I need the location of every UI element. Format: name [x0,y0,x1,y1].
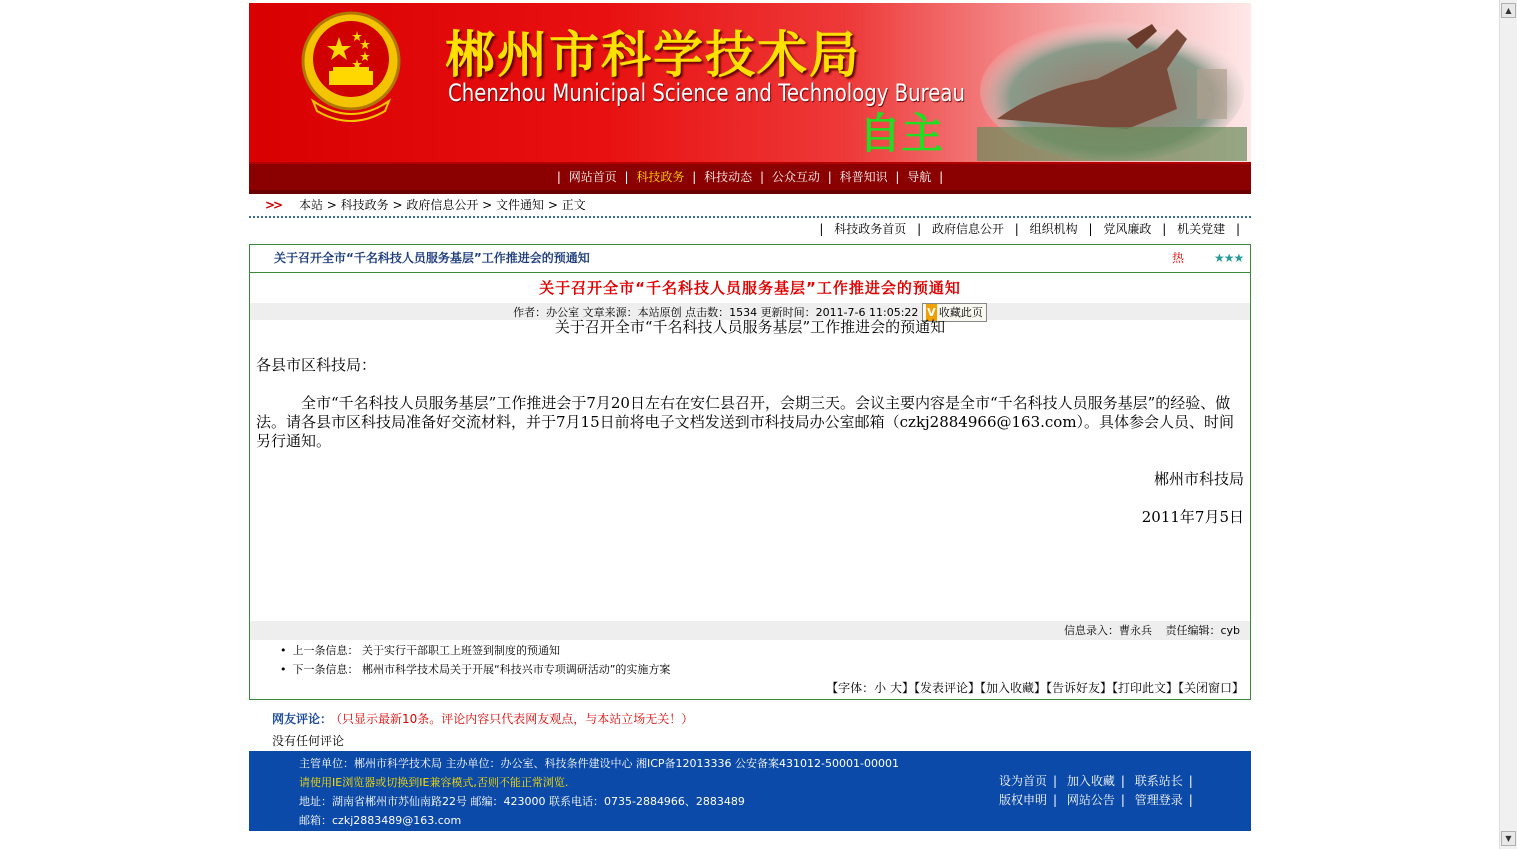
footer-separator: | [1188,793,1193,807]
footer-info [299,754,899,830]
subnav-separator: | [1014,222,1019,236]
subnav-separator: | [917,222,922,236]
footer-link-contact[interactable]: 联系站长 [1134,774,1183,788]
footer [249,751,1251,831]
breadcrumb-current: 正文 [561,198,586,212]
nav-separator: | [939,170,944,184]
breadcrumb: >> 本站 > 科技政务 > 政府信息公开 > 文件通知 > 正文 [249,194,1251,218]
footer-separator: | [1120,793,1125,807]
nav-item-gov-affairs[interactable]: 科技政务 [636,170,685,184]
nav-separator: | [624,170,629,184]
hot-badge: 热 [1172,251,1185,265]
nav-item-navigation[interactable]: 导航 [907,170,932,184]
article-title: 关于召开全市“千名科技人员服务基层”工作推进会的预通知 [539,279,961,297]
breadcrumb-item[interactable]: 文件通知 [496,198,545,212]
nav-separator: | [556,170,561,184]
subnav-item[interactable]: 党风廉政 [1103,222,1152,236]
comments-label: 网友评论： [272,712,333,726]
scroll-up-icon[interactable]: ▲ [1501,3,1516,18]
subnav-item[interactable]: 政府信息公开 [931,222,1004,236]
article-meta-text: 作者：办公室 文章来源：本站原创 点击数：1534 更新时间：2011-7-6 11:05:22 [513,306,919,319]
article-body: 全市“千名科技人员服务基层”工作推进会于7月20日左右在安仁县召开，会期三天。会议主要内容是全市“千名科技人员服务基层”的经验、做法。请各县市区科技局准备好交流材料，并于7月15日前将电子文档发送到市科技局办公室邮箱（czkj2884966@163.com）。具体参会人员、时间另行通知。 [256,394,1235,450]
entry-by: 信息录入：曹永兵 [1063,624,1152,637]
comments-section [272,708,1251,752]
subnav-item[interactable]: 组织机构 [1029,222,1078,236]
nav-item-science[interactable]: 科普知识 [839,170,888,184]
footer-link-add-favorite[interactable]: 加入收藏 [1066,774,1115,788]
footer-link-set-home[interactable]: 设为首页 [999,774,1048,788]
article-box-title: 关于召开全市“千名科技人员服务基层”工作推进会的预通知 [274,251,590,265]
footer-link-admin-login[interactable]: 管理登录 [1134,793,1183,807]
prev-article-link[interactable]: • 上一条信息： 关于实行干部职工上班签到制度的预通知 [280,641,670,660]
breadcrumb-item[interactable]: 本站 [298,198,323,212]
footer-address: 地址：湖南省郴州市苏仙南路22号 邮编：423000 联系电话：0735-2884966、2883489 [299,795,745,808]
nav-item-news[interactable]: 科技动态 [704,170,753,184]
footer-separator: | [1188,774,1193,788]
bookmark-label: 收藏此页 [938,306,983,319]
article-tools[interactable]: 【字体：小 大】【发表评论】【加入收藏】【告诉好友】【打印此文】【关闭窗口】 [826,681,1244,695]
breadcrumb-item[interactable]: 科技政务 [340,198,389,212]
footer-email: 邮箱：czkj2883489@163.com [299,814,462,827]
double-chevron-icon: >> [265,198,282,212]
footer-browser-warning: 请使用IE浏览器或切换到IE兼容模式,否则不能正常浏览. [299,776,569,789]
article-box-header [250,245,1250,273]
sub-nav [249,218,1251,240]
nav-item-home[interactable]: 网站首页 [568,170,617,184]
scroll-down-icon[interactable]: ▼ [1501,831,1516,846]
footer-separator: | [1053,793,1058,807]
main-nav [249,162,1251,194]
subnav-item[interactable]: 机关党建 [1177,222,1226,236]
content-title: 关于召开全市“千名科技人员服务基层”工作推进会的预通知 [554,318,946,336]
nav-separator: | [827,170,832,184]
header-banner [249,3,1251,162]
next-article-link[interactable]: • 下一条信息： 郴州市科学技术局关于开展“科技兴市专项调研活动”的实施方案 [280,660,670,679]
article-box [249,244,1251,700]
slogan-text: 自主 [859,109,944,158]
nav-item-interaction[interactable]: 公众互动 [771,170,820,184]
breadcrumb-item[interactable]: 政府信息公开 [406,198,479,212]
entry-info [250,621,1250,640]
prev-next-links [280,641,670,679]
comments-note: （只显示最新10条。评论内容只代表网友观点，与本站立场无关！） [336,712,694,726]
subnav-separator: | [1235,222,1240,236]
nav-separator: | [895,170,900,184]
subnav-separator: | [819,222,824,236]
editor: 责任编辑：cyb [1165,624,1240,637]
comments-empty: 没有任何评论 [272,734,345,748]
footer-links [999,772,1199,810]
site-title-en: Chenzhou Municipal Science and Technology Bureau [448,79,965,107]
nav-separator: | [759,170,765,184]
article-date: 2011年7月5日 [1141,508,1244,526]
salutation: 各县市区科技局： [256,356,377,374]
footer-sponsor: 主管单位：郴州市科学技术局 主办单位：办公室、科技条件建设中心 湘ICP备12013336 公安备案431012-50001-00001 [299,757,899,770]
footer-link-notice[interactable]: 网站公告 [1066,793,1115,807]
article-content [250,318,1250,527]
signature: 郴州市科技局 [1153,470,1244,488]
bookmark-icon: V [927,306,936,319]
vertical-scrollbar[interactable] [1499,0,1517,849]
footer-link-copyright[interactable]: 版权申明 [999,793,1048,807]
footer-separator: | [1053,774,1058,788]
footer-separator: | [1120,774,1125,788]
subnav-separator: | [1162,222,1167,236]
sculpture-photo [977,9,1247,161]
nav-separator: | [692,170,697,184]
subnav-separator: | [1088,222,1093,236]
rating-stars-icon: ★★★ [1214,251,1244,265]
site-title-cn: 郴州市科学技术局 [445,26,861,84]
national-emblem-icon [299,9,403,127]
page [249,3,1251,827]
subnav-item[interactable]: 科技政务首页 [834,222,907,236]
